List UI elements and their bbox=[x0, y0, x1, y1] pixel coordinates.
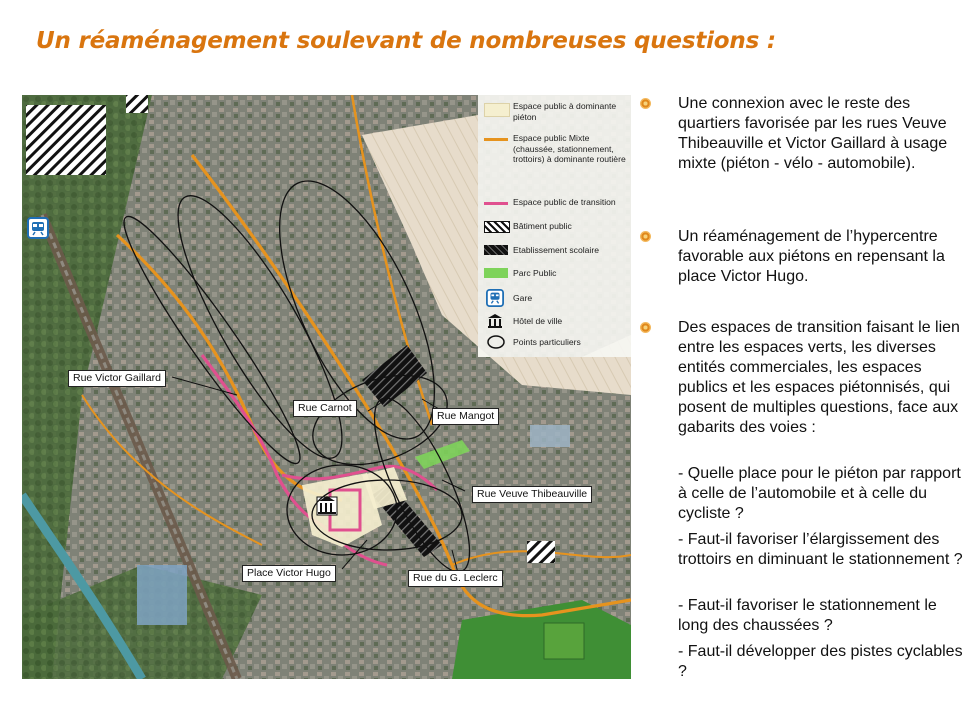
train-icon bbox=[486, 289, 504, 307]
legend-label: Espace public à dominante piéton bbox=[513, 101, 617, 122]
question-item: - Faut-il favoriser le stationnement le long des chaussées ? bbox=[678, 597, 937, 634]
page-title: Un réaménagement soulevant de nombreuses questions : bbox=[36, 28, 776, 54]
legend-label: Espace public de transition bbox=[513, 197, 616, 207]
transition-space-line bbox=[484, 202, 508, 205]
legend-item-transition bbox=[478, 197, 631, 211]
legend-item-park bbox=[478, 268, 631, 282]
legend-label: Bâtiment public bbox=[513, 221, 572, 231]
legend-label: Etablissement scolaire bbox=[513, 245, 599, 255]
map-label-veuve-thibeauville: Rue Veuve Thibeauville bbox=[472, 486, 592, 503]
pedestrian-space-swatch bbox=[484, 103, 510, 117]
map-label-leclerc: Rue du G. Leclerc bbox=[408, 570, 503, 587]
legend-item-public-building bbox=[478, 221, 631, 235]
legend-item-station bbox=[478, 289, 631, 307]
bullet-text: Une connexion avec le reste des quartiers favorisée par les rues Veuve Thibeauville et Victor Gaillard à usage mixte (piéton - vélo - automobile). bbox=[678, 95, 948, 172]
map-legend bbox=[478, 95, 631, 357]
bullet-text: Des espaces de transition faisant le lien entre les espaces verts, les diverses entités commerciales, les espaces publics et les espaces piétonnisés, qui posent de multiples questions, face aux gabarits des voies : bbox=[678, 319, 960, 436]
map-label-victor-gaillard: Rue Victor Gaillard bbox=[68, 370, 166, 387]
legend-label: Points particuliers bbox=[513, 337, 581, 347]
legend-label: Gare bbox=[513, 293, 533, 303]
bullet-icon bbox=[640, 231, 651, 242]
question-item: - Faut-il développer des pistes cyclables ? bbox=[678, 643, 963, 680]
bullet-text: Un réaménagement de l’hypercentre favorable aux piétons en repensant la place Victor Hugo. bbox=[678, 228, 945, 285]
ellipse-icon bbox=[486, 335, 506, 349]
legend-label: Hôtel de ville bbox=[513, 316, 563, 326]
park-swatch bbox=[484, 268, 508, 278]
legend-label: Parc Public bbox=[513, 268, 557, 278]
town-hall-icon bbox=[487, 313, 503, 329]
question-item: - Faut-il favoriser l’élargissement des trottoirs en diminuant le stationnement ? bbox=[678, 531, 963, 568]
question-item: - Quelle place pour le piéton par rapport à celle de l’automobile et à celle du cycliste ? bbox=[678, 465, 961, 522]
map-label-carnot: Rue Carnot bbox=[293, 400, 357, 417]
legend-item-pedestrian bbox=[478, 101, 631, 127]
legend-item-points bbox=[478, 335, 631, 351]
legend-item-mixed bbox=[478, 133, 631, 183]
legend-item-school bbox=[478, 245, 631, 259]
legend-item-town-hall bbox=[478, 313, 631, 331]
bullet-icon bbox=[640, 98, 651, 109]
bullet-icon bbox=[640, 322, 651, 333]
map-label-mangot: Rue Mangot bbox=[432, 408, 499, 425]
public-building-hatch bbox=[484, 221, 510, 233]
aerial-map bbox=[22, 95, 631, 679]
map-label-place-victor-hugo: Place Victor Hugo bbox=[242, 565, 336, 582]
mixed-space-line bbox=[484, 138, 508, 141]
legend-label: Espace public Mixte (chaussée, stationnement, trottoirs) à dominante routière bbox=[513, 133, 626, 164]
school-hatch bbox=[484, 245, 508, 255]
